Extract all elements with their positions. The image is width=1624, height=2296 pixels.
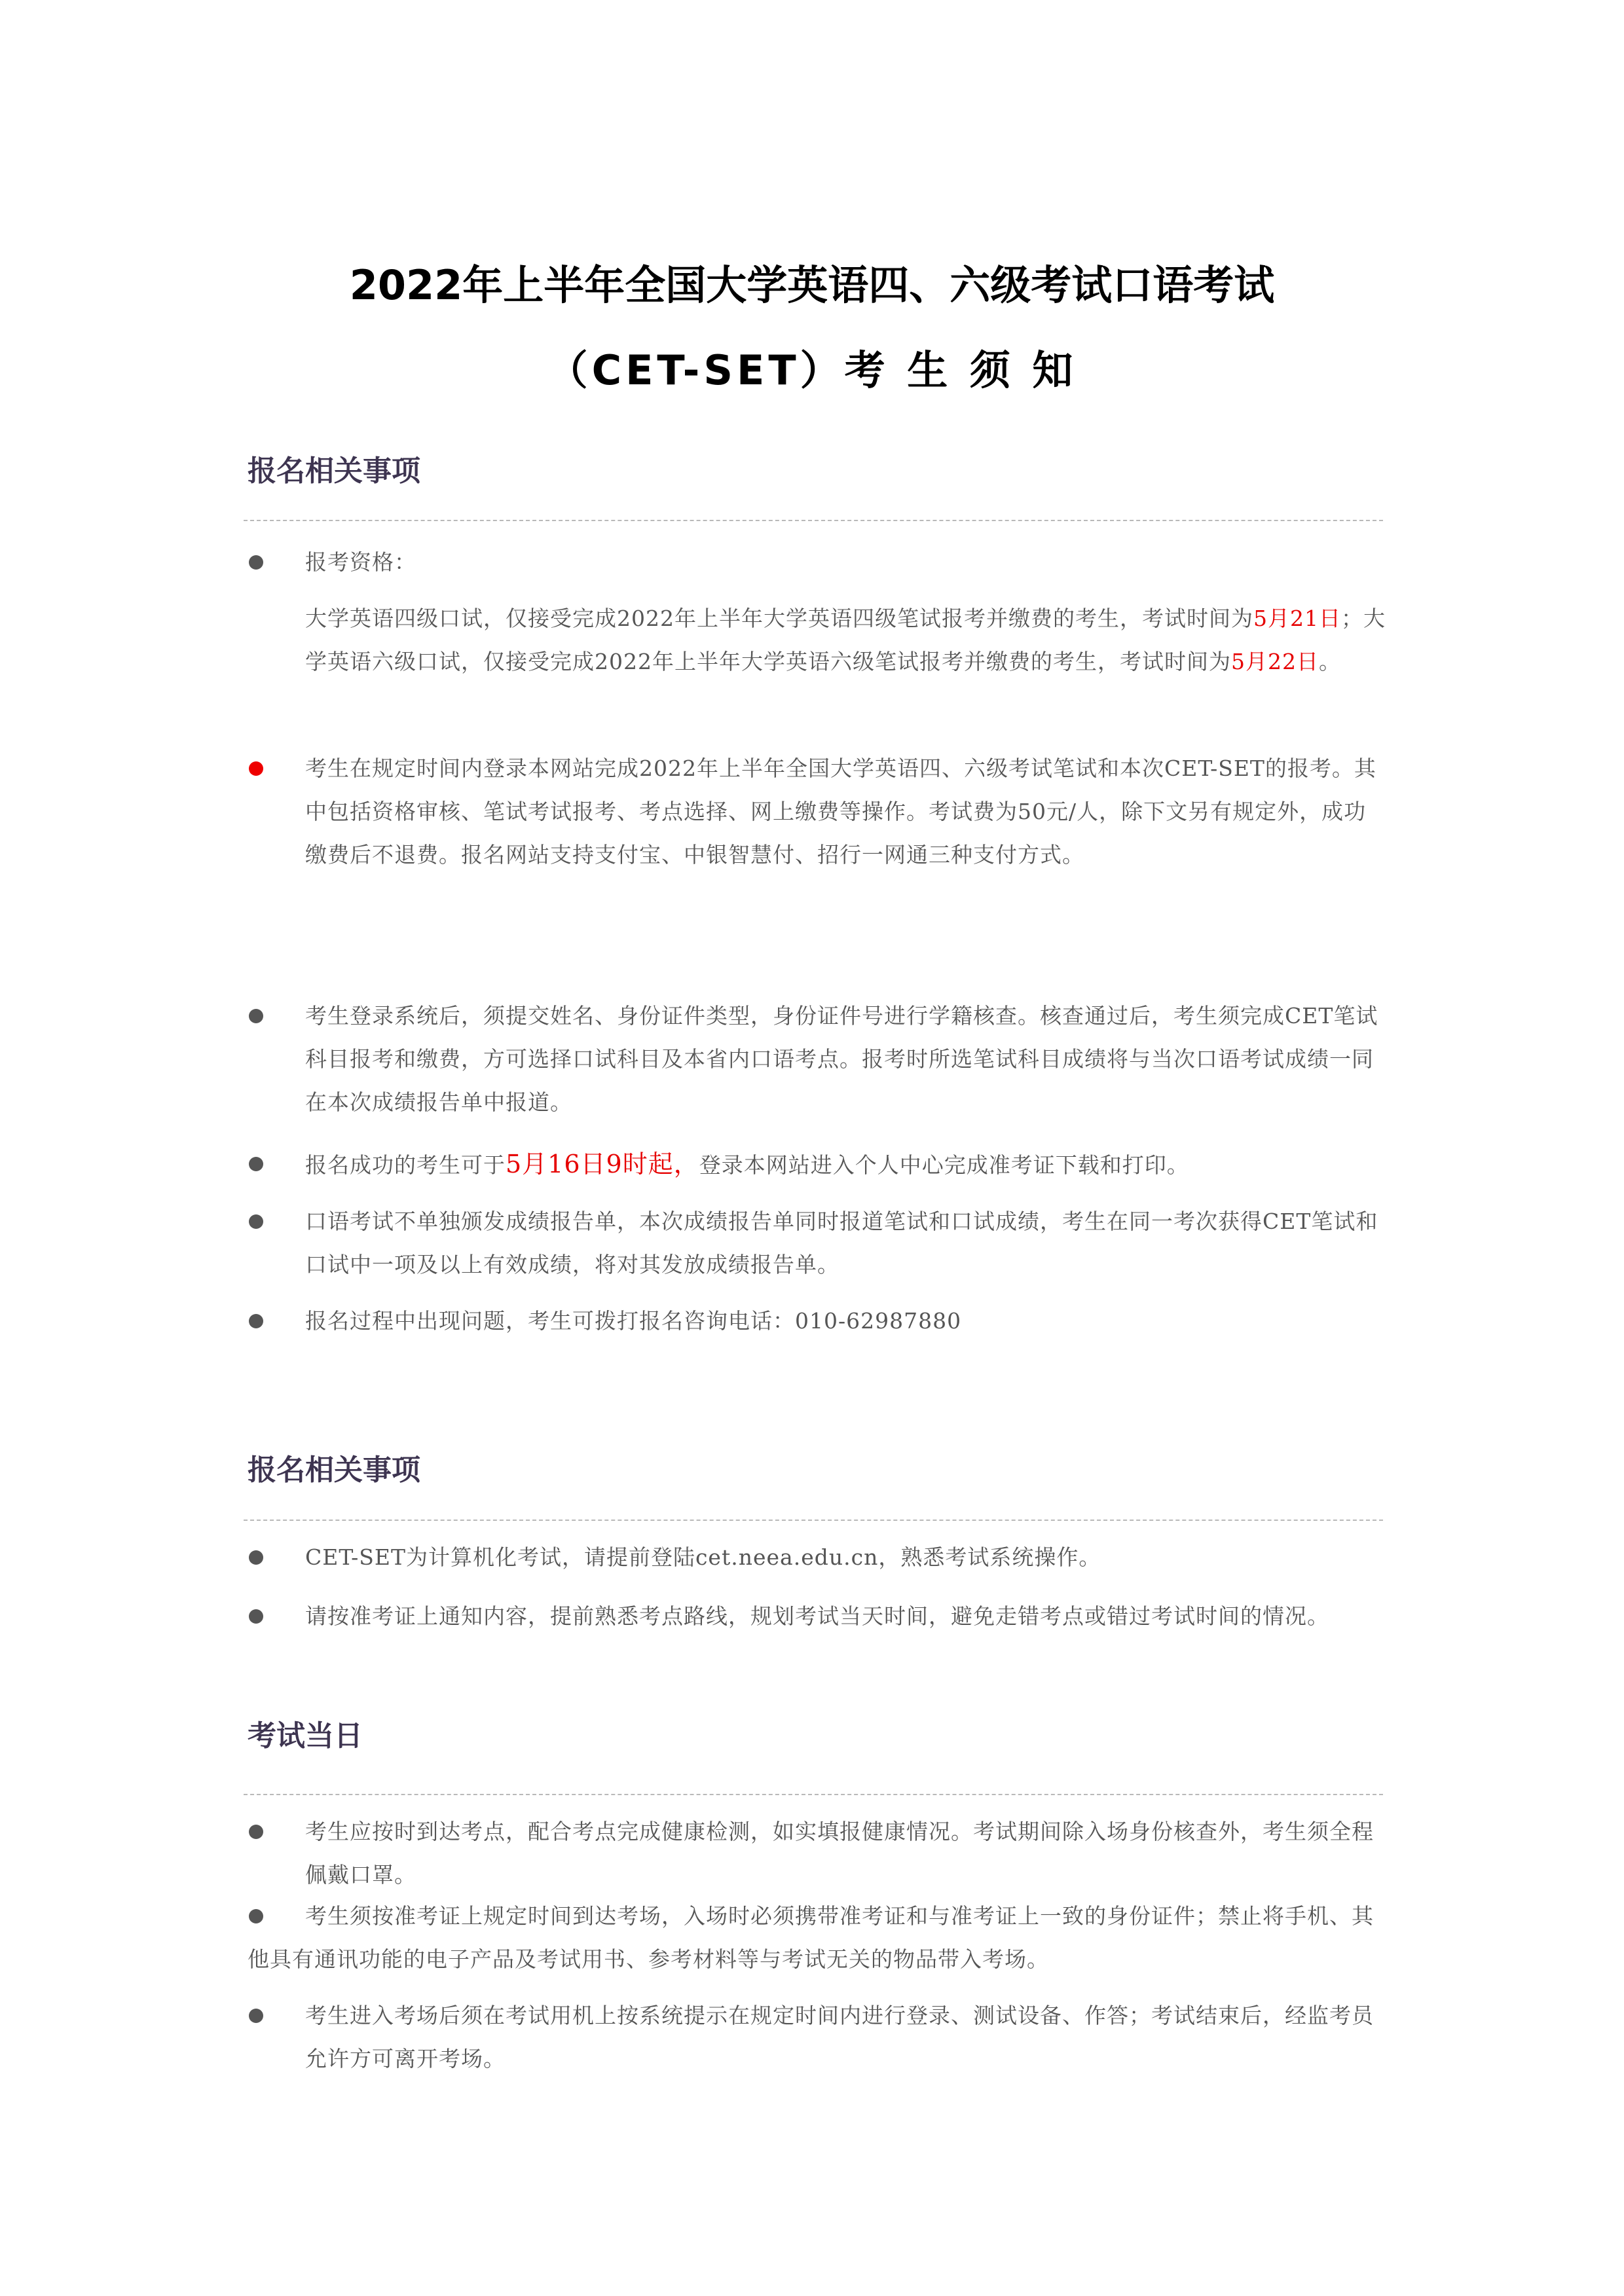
eligibility-text-b: ；大学英语六级口试，仅接受完成2022年上半年大学英语六级笔试报考并缴费的考生，考试时间为 xyxy=(305,606,1386,674)
eligibility-text-c: 。 xyxy=(1318,649,1341,674)
list-item-admission-ticket xyxy=(305,1142,1386,1187)
section-heading-registration-2: 报名相关事项 xyxy=(248,1453,420,1487)
admission-ticket-date: 5月16日9时起， xyxy=(506,1150,699,1178)
section-divider xyxy=(244,1520,1383,1521)
list-item-exam-procedure: 考生进入考场后须在考试用机上按系统提示在规定时间内进行登录、测试设备、作答；考试结束后，经监考员允许方可离开考场。 xyxy=(305,2003,1374,2071)
bullet-icon xyxy=(249,2009,263,2023)
list-item-eligibility-label: 报考资格： xyxy=(305,549,416,575)
bullet-icon xyxy=(249,555,263,570)
bullet-icon-red xyxy=(249,761,263,776)
plan-route-text: 请按准考证上通知内容，提前熟悉考点路线，规划考试当天时间，避免走错考点或错过考试时间的情况。 xyxy=(305,1603,1329,1629)
list-item-health-check: 考生应按时到达考点，配合考点完成健康检测，如实填报健康情况。考试期间除入场身份核查外，考生须全程佩戴口罩。 xyxy=(305,1819,1374,1887)
bullet-icon xyxy=(249,1314,263,1328)
list-item-admission-rules xyxy=(248,1895,1386,1981)
admission-rules-text: 考生须按准考证上规定时间到达考场，入场时必须携带准考证和与准考证上一致的身份证件；禁止将手机、其他具有通讯功能的电子产品及考试用书、参考材料等与考试无关的物品带入考场。 xyxy=(248,1903,1374,1972)
list-item-computer-exam: CET-SET为计算机化考试，请提前登陆cet.neea.edu.cn，熟悉考试系统操作。 xyxy=(305,1544,1101,1570)
list-item-plan-route xyxy=(248,1595,1386,1638)
section-heading-registration: 报名相关事项 xyxy=(248,454,420,488)
eligibility-text-a: 大学英语四级口试，仅接受完成2022年上半年大学英语四级笔试报考并缴费的考生，考试时间为 xyxy=(305,606,1253,631)
section-divider xyxy=(244,1794,1383,1795)
admission-ticket-text-a: 报名成功的考生可于 xyxy=(305,1152,506,1178)
section-divider xyxy=(244,520,1383,521)
list-item-verification: 考生登录系统后，须提交姓名、身份证件类型，身份证件号进行学籍核查。核查通过后，考生须完成CET笔试科目报考和缴费，方可选择口试科目及本省内口语考点。报考时所选笔试科目成绩将与当次口语考试成绩一同在本次成绩报告单中报道。 xyxy=(305,1003,1378,1115)
exam-date-cet6: 5月22日 xyxy=(1230,649,1319,674)
bullet-icon xyxy=(249,1825,263,1839)
bullet-icon xyxy=(249,1550,263,1565)
bullet-icon xyxy=(249,1157,263,1171)
list-item-registration-process: 考生在规定时间内登录本网站完成2022年上半年全国大学英语四、六级考试笔试和本次CET-SET的报考。其中包括资格审核、笔试考试报考、考点选择、网上缴费等操作。考试费为50元/人，除下文另有规定外，成功缴费后不退费。报名网站支持支付宝、中银智慧付、招行一网通三种支付方式。 xyxy=(305,756,1376,867)
list-item-eligibility-detail xyxy=(305,597,1386,683)
document-title-line-2: （CET-SET）考 生 须 知 xyxy=(547,346,1077,394)
section-heading-exam-day: 考试当日 xyxy=(248,1719,363,1753)
list-item-hotline: 报名过程中出现问题，考生可拨打报名咨询电话：010-62987880 xyxy=(305,1308,962,1334)
bullet-icon xyxy=(249,1214,263,1229)
document-title-line-1: 2022年上半年全国大学英语四、六级考试口语考试 xyxy=(349,261,1275,309)
list-item-score-report: 口语考试不单独颁发成绩报告单，本次成绩报告单同时报道笔试和口试成绩，考生在同一考次获得CET笔试和口试中一项及以上有效成绩，将对其发放成绩报告单。 xyxy=(305,1209,1378,1277)
admission-ticket-text-b: 登录本网站进入个人中心完成准考证下载和打印。 xyxy=(699,1152,1189,1178)
bullet-icon xyxy=(249,1009,263,1023)
exam-date-cet4: 5月21日 xyxy=(1253,606,1341,631)
